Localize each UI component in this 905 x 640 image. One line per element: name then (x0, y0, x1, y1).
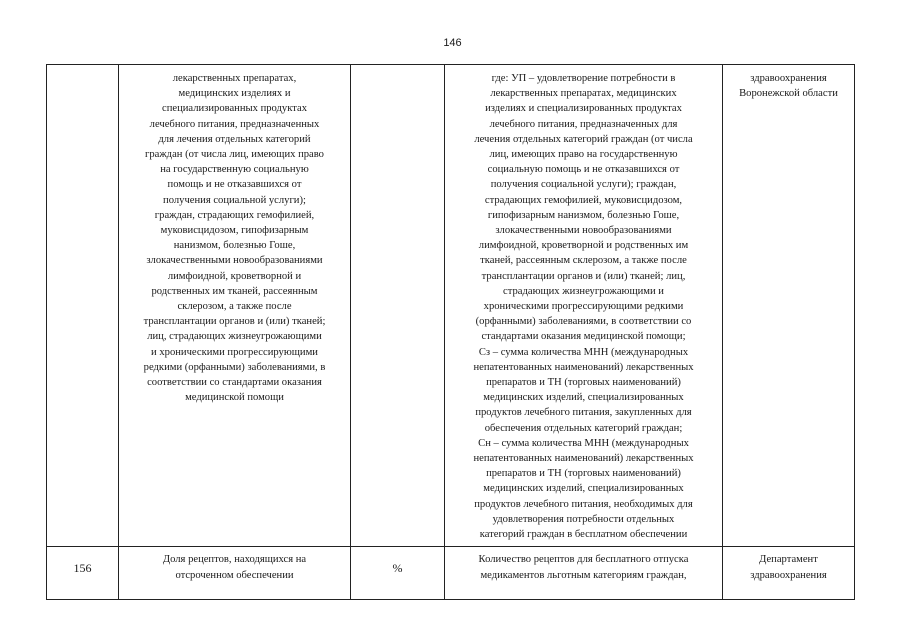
text-line: Сз – сумма количества МНН (международных (478, 346, 689, 358)
text-line: лекарственных препаратах, медицинских (490, 88, 677, 100)
text-line: продуктов лечебного питания, необходимых для (474, 498, 693, 510)
text-line: лиц, страдающих жизнеугрожающими (147, 331, 322, 343)
text-line: трансплантации органов и (или) тканей; лиц, (481, 270, 686, 282)
text-line: лечения отдельных категорий граждан (от числа (474, 133, 693, 145)
text-line: соответствии со стандартами оказания (147, 377, 322, 389)
page-number: 146 (443, 37, 462, 49)
text-line: Доля рецептов, находящихся на (162, 554, 307, 566)
text-line: социальную помощь и не отказавшихся от (487, 164, 680, 176)
text-line: обеспечения отдельных категорий граждан; (484, 422, 683, 434)
text-line: медицинских изделий, специализированных (483, 483, 684, 495)
text-line: тканей, рассеянным склерозом, а также после (480, 255, 687, 267)
text-line: лимфоидной, кроветворной и родственных им (478, 240, 689, 252)
indicator-name-cell (119, 547, 351, 600)
text-line: Сн – сумма количества МНН (международных (478, 437, 689, 449)
text-line: нанизмом, болезнью Гоше, (173, 240, 296, 252)
text-line: лимфоидной, кроветворной и (167, 270, 302, 282)
text-line: страдающих гемофилией, муковисцидозом, (484, 194, 683, 206)
text-line: хроническими прогрессирующими редкими (483, 301, 684, 313)
text-line: лиц, имеющих право на государственную (489, 149, 678, 161)
row-number-cell (47, 65, 119, 547)
text-line: непатентованных наименований) лекарственных (473, 361, 694, 373)
text-line: Воронежской области (739, 88, 838, 100)
text-line: медицинских изделий, специализированных (483, 392, 684, 404)
text-line: помощь и не отказавшихся от (167, 179, 302, 191)
text-line: на государственную социальную (160, 164, 309, 176)
text-line: лечебного питания, предназначенных для (489, 118, 678, 130)
responsible-body-cell (723, 547, 855, 600)
text-line: гипофизарным нанизмом, болезнью Гоше, (487, 209, 680, 221)
text-line: где: УП – удовлетворение потребности в (491, 73, 676, 84)
text-line: медицинской помощи (185, 392, 284, 404)
text-line: склерозом, а также после (177, 301, 292, 313)
text-line: трансплантации органов и (или) тканей; (143, 316, 326, 328)
text-line: страдающих жизнеугрожающими и (503, 285, 664, 297)
text-line: медикаментов льготным категориям граждан, (480, 569, 687, 581)
text-line: граждан, страдающих гемофилией, (154, 209, 315, 221)
indicator-name-cell (119, 65, 351, 547)
text-line: и хроническими прогрессирующими (151, 346, 318, 358)
text-line: злокачественными новообразованиями (495, 225, 672, 237)
text-line: здравоохранения (750, 569, 827, 581)
indicator-table (46, 64, 855, 600)
text-line: редкими (орфанными) заболеваниями, в (143, 361, 326, 373)
text-line: непатентованных наименований) лекарственных (473, 453, 694, 465)
text-line: стандартами оказания медицинской помощи; (481, 331, 686, 343)
text-line: препаратов и ТН (торговых наименований) (486, 468, 681, 480)
text-line: изделиях и специализированных продуктах (485, 103, 682, 115)
text-line: специализированных продуктах (162, 103, 307, 115)
text-line: граждан (от числа лиц, имеющих право (145, 149, 324, 161)
unit-cell: % (351, 547, 445, 600)
text-line: получения социальной услуги); граждан, (490, 179, 677, 191)
text-line: медицинских изделиях и (178, 88, 291, 100)
text-line: Количество рецептов для бесплатного отпуска (478, 554, 689, 566)
text-line: лекарственных препаратах, (172, 73, 297, 84)
row-number-cell: 156 (47, 547, 119, 600)
text-line: муковисцидозом, гипофизарным (160, 225, 309, 237)
text-line: для лечения отдельных категорий (158, 133, 311, 145)
calculation-method-cell (445, 65, 723, 547)
text-line: (орфанными) заболеваниями, в соответствии со (475, 316, 692, 328)
text-line: родственных им тканей, рассеянным (151, 285, 318, 297)
calculation-method-cell (445, 547, 723, 600)
text-line: удовлетворения потребности отдельных (492, 513, 675, 525)
text-line: получения социальной услуги); (163, 194, 306, 206)
table-row (47, 547, 855, 600)
text-line: продуктов лечебного питания, закупленных для (475, 407, 692, 419)
text-line: Департамент (759, 554, 818, 566)
text-line: отсроченном обеспечении (175, 569, 294, 581)
text-line: злокачественными новообразованиями (146, 255, 323, 267)
table-row (47, 65, 855, 547)
text-line: здравоохранения (750, 73, 827, 84)
responsible-body-cell (723, 65, 855, 547)
text-line: препаратов и ТН (торговых наименований) (486, 377, 681, 389)
text-line: лечебного питания, предназначенных (149, 118, 320, 130)
unit-cell (351, 65, 445, 547)
text-line: категорий граждан в бесплатном обеспечении (479, 529, 688, 541)
